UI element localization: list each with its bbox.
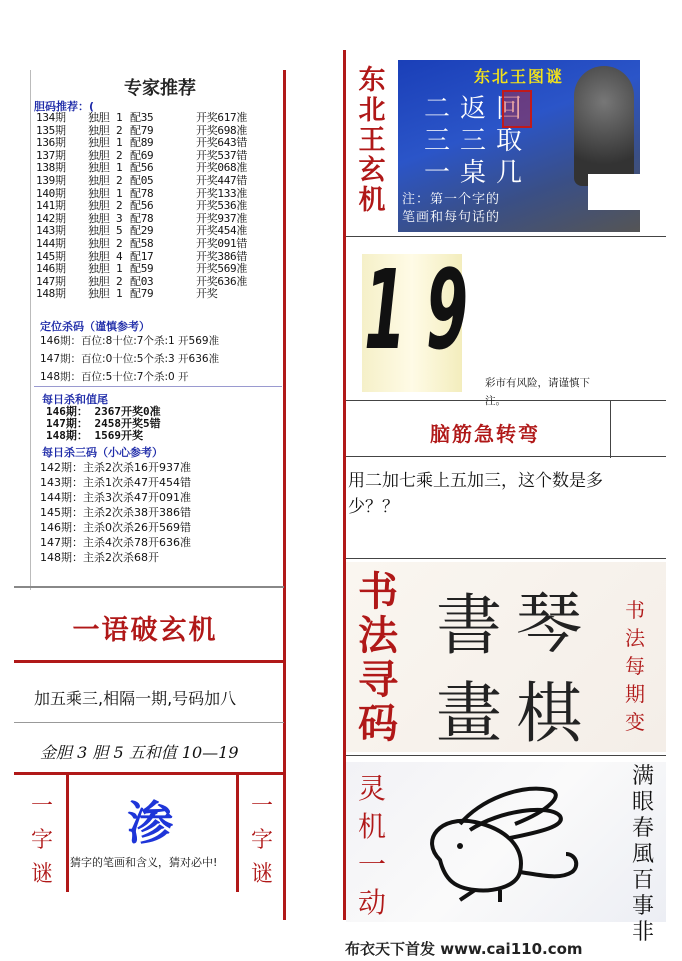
side-char: 谜: [30, 862, 53, 887]
list-item: 148期： 1569开奖: [46, 429, 143, 442]
calligraphy-char: 書: [436, 587, 502, 664]
list-item: 144期：主杀3次杀47开091准: [40, 491, 191, 504]
side-char: 春: [631, 816, 654, 841]
rabbit-drawing: [400, 780, 600, 910]
side-char: 眼: [631, 790, 654, 815]
calligraphy-side-title: [348, 570, 408, 746]
table-cell: 配05: [130, 173, 154, 187]
brain-title: 脑筋急转弯: [430, 422, 540, 446]
list-item: 143期：主杀1次杀47开454错: [40, 476, 191, 489]
side-char: 百: [631, 868, 654, 893]
table-cell: 1: [116, 161, 123, 175]
list-item: 145期：主杀2次杀38开386错: [40, 506, 191, 519]
riddle-left-line: [66, 772, 69, 892]
table-cell: 独胆: [88, 274, 110, 288]
banner-line: 三三取: [424, 126, 533, 156]
list-item: 146期： 2367开奖0准: [46, 405, 161, 418]
table-cell: 配59: [130, 262, 154, 276]
table-cell: 开奖643错: [196, 136, 248, 150]
table-cell: 配79: [130, 287, 154, 301]
gold-dan-text: 金胆 3 胆 5 五和值 10—19: [40, 743, 239, 762]
table-cell: 开奖537错: [196, 148, 248, 162]
table-cell: 开奖937准: [196, 211, 248, 225]
table-cell: 配35: [130, 111, 154, 124]
list-item: 148期：主杀2次杀68开: [40, 551, 159, 564]
divider: [346, 755, 666, 756]
risk-note: 彩市有风险，请谨慎下注。: [485, 377, 590, 407]
expert-title: 专家推荐: [124, 78, 196, 99]
side-char: 字: [30, 828, 53, 853]
table-cell: 配89: [130, 136, 154, 150]
table-row: [36, 200, 276, 213]
side-char: 事: [631, 894, 654, 919]
table-cell: 1: [116, 287, 123, 301]
side-char: 一: [357, 848, 386, 881]
table-cell: 开奖447错: [196, 173, 248, 187]
divider: [346, 558, 666, 559]
table-row: [36, 137, 276, 150]
side-char: 变: [625, 710, 645, 734]
table-cell: 独胆: [88, 236, 110, 250]
list-item: 146期：主杀0次杀26开569错: [40, 521, 191, 534]
side-char: 机: [358, 185, 386, 216]
dongbei-side-title: [352, 66, 392, 216]
banner-caption: 注：第一个字的: [402, 192, 501, 207]
table-cell: 开奖454准: [196, 224, 248, 238]
riddle-side-right: [250, 790, 274, 892]
side-char: 谜: [250, 862, 273, 887]
list-item: 147期：主杀4次杀78开636准: [40, 536, 191, 549]
divider: [14, 660, 284, 663]
table-row: [36, 276, 276, 289]
table-cell: 1: [116, 136, 123, 150]
table-cell: 独胆: [88, 186, 110, 200]
side-char: 一: [250, 794, 273, 819]
side-char: 每: [625, 654, 645, 678]
table-cell: 配78: [130, 211, 154, 225]
table-cell: 142期: [36, 211, 66, 225]
table-cell: 开奖: [196, 287, 218, 301]
table-cell: 137期: [36, 148, 66, 162]
table-cell: 1: [116, 111, 123, 124]
table-cell: 4: [116, 249, 123, 263]
table-cell: 139期: [36, 173, 66, 187]
list-item: 147期：百位:0十位:5个杀:3 开636准: [40, 353, 220, 365]
table-cell: 独胆: [88, 249, 110, 263]
table-cell: 开奖636准: [196, 274, 248, 288]
center-divider: [283, 70, 286, 920]
table-cell: 开奖569准: [196, 262, 248, 276]
side-char: 北: [358, 95, 386, 126]
table-cell: 独胆: [88, 148, 110, 162]
table-cell: 141期: [36, 199, 66, 213]
table-cell: 独胆: [88, 173, 110, 187]
banner-caption: 笔画和每句话的: [402, 210, 501, 225]
calligraphy-side-right: [620, 596, 650, 736]
calligraphy-char: 畫: [436, 675, 502, 752]
divider: [14, 722, 284, 723]
table-cell: 配69: [130, 148, 154, 162]
side-char: 书: [625, 598, 645, 622]
side-char: 法: [358, 612, 398, 659]
side-char: 书: [358, 568, 398, 615]
table-cell: 136期: [36, 136, 66, 150]
big-digit: 1: [364, 246, 407, 374]
list-item: 142期：主杀2次杀16开937准: [40, 461, 191, 474]
table-cell: 开奖133准: [196, 186, 248, 200]
table-cell: 2: [116, 274, 123, 288]
list-item: 147期： 2458开奖5错: [46, 417, 161, 430]
table-row: [36, 238, 276, 251]
table-cell: 配17: [130, 249, 154, 263]
table-cell: 1: [116, 186, 123, 200]
rabbit-side-right: [628, 764, 658, 946]
kill-three-label: 每日杀三码（小心参考）: [42, 446, 163, 459]
hint-text: 加五乘三,相隔一期,号码加八: [34, 689, 237, 708]
riddle-side-left: [30, 790, 54, 892]
calligraphy-char: 琴: [516, 585, 582, 662]
list-item: 146期：百位:8十位:7个杀:1 开569准: [40, 335, 220, 347]
side-char: 一: [30, 794, 53, 819]
table-cell: 开奖091错: [196, 236, 248, 250]
table-cell: 配56: [130, 161, 154, 175]
table-cell: 2: [116, 236, 123, 250]
table-cell: 148期: [36, 287, 66, 301]
table-cell: 开奖386错: [196, 249, 248, 263]
table-row: [36, 112, 276, 125]
side-char: 玄: [358, 155, 386, 186]
yiyu-title: 一语破玄机: [72, 615, 218, 646]
divider: [14, 772, 284, 775]
table-cell: 配56: [130, 199, 154, 213]
banner-line: 一桌几: [424, 158, 533, 188]
table-cell: 143期: [36, 224, 66, 238]
table-cell: 开奖536准: [196, 199, 248, 213]
table-cell: 134期: [36, 111, 66, 124]
footer-brand: 布衣天下首发 www.cai110.com: [345, 940, 583, 958]
divider: [346, 236, 666, 237]
table-cell: 独胆: [88, 211, 110, 225]
table-cell: 5: [116, 224, 123, 238]
pos-kill-list: [40, 332, 219, 386]
table-cell: 140期: [36, 186, 66, 200]
dan-list: [36, 112, 276, 301]
side-char: 法: [625, 626, 645, 650]
red-seal-stamp: [502, 90, 532, 128]
table-cell: 1: [116, 262, 123, 276]
side-char: 动: [357, 886, 386, 919]
rabbit-side-title: [352, 770, 392, 922]
side-char: 东: [358, 65, 386, 96]
table-cell: 2: [116, 148, 123, 162]
table-cell: 开奖617准: [196, 111, 248, 124]
table-cell: 独胆: [88, 287, 110, 301]
calligraphy-char: 棋: [516, 675, 582, 752]
table-cell: 147期: [36, 274, 66, 288]
dongbei-banner: [398, 60, 640, 232]
big-digit: 9: [426, 246, 469, 374]
sum-tail-list: [46, 406, 161, 442]
table-cell: 独胆: [88, 199, 110, 213]
table-cell: 开奖068准: [196, 161, 248, 175]
pos-kill-label: 定位杀码（谨慎参考）: [40, 320, 150, 333]
table-row: [36, 175, 276, 188]
table-cell: 独胆: [88, 224, 110, 238]
table-cell: 145期: [36, 249, 66, 263]
table-cell: 138期: [36, 161, 66, 175]
table-cell: 144期: [36, 236, 66, 250]
side-char: 風: [631, 842, 654, 867]
table-cell: 配29: [130, 224, 154, 238]
table-cell: 独胆: [88, 136, 110, 150]
side-char: 字: [250, 828, 273, 853]
divider: [346, 456, 666, 457]
side-char: 期: [625, 682, 645, 706]
brain-question: 用二加七乘上五加三，这个数是多少？？: [348, 471, 603, 517]
side-char: 灵: [357, 772, 386, 805]
kill-three-list: [40, 460, 191, 565]
side-char: 王: [358, 125, 386, 156]
riddle-note: 猜字的笔画和含义，猜对必中!: [70, 856, 218, 869]
table-row: [36, 263, 276, 276]
side-char: 码: [358, 700, 398, 747]
side-char: 满: [631, 764, 654, 789]
table-cell: 配58: [130, 236, 154, 250]
left-border: [30, 70, 31, 590]
side-char: 机: [357, 810, 386, 843]
table-cell: 配78: [130, 186, 154, 200]
table-cell: 2: [116, 173, 123, 187]
table-cell: 2: [116, 123, 123, 137]
table-cell: 3: [116, 211, 123, 225]
divider: [14, 586, 284, 588]
riddle-right-line: [236, 772, 239, 892]
table-cell: 配03: [130, 274, 154, 288]
banner-line: 二返回: [424, 94, 533, 124]
table-row: [36, 288, 276, 301]
table-cell: 独胆: [88, 111, 110, 124]
table-cell: 独胆: [88, 123, 110, 137]
side-char: 非: [631, 920, 654, 945]
table-cell: 配79: [130, 123, 154, 137]
table-cell: 独胆: [88, 262, 110, 276]
list-item: 148期：百位:5十位:7个杀:0 开: [40, 371, 189, 383]
white-block: [588, 174, 640, 210]
table-cell: 独胆: [88, 161, 110, 175]
side-char: 寻: [358, 656, 398, 703]
divider: [34, 386, 282, 387]
riddle-char: 渗: [127, 796, 173, 850]
sum-tail-label: 每日杀和值尾: [42, 393, 108, 406]
divider: [610, 400, 611, 458]
banner-title: 东北王图谜: [473, 67, 564, 86]
dan-label: 胆码推荐：(: [34, 100, 95, 113]
table-cell: 2: [116, 199, 123, 213]
table-cell: 146期: [36, 262, 66, 276]
table-cell: 开奖698准: [196, 123, 248, 137]
table-cell: 135期: [36, 123, 66, 137]
